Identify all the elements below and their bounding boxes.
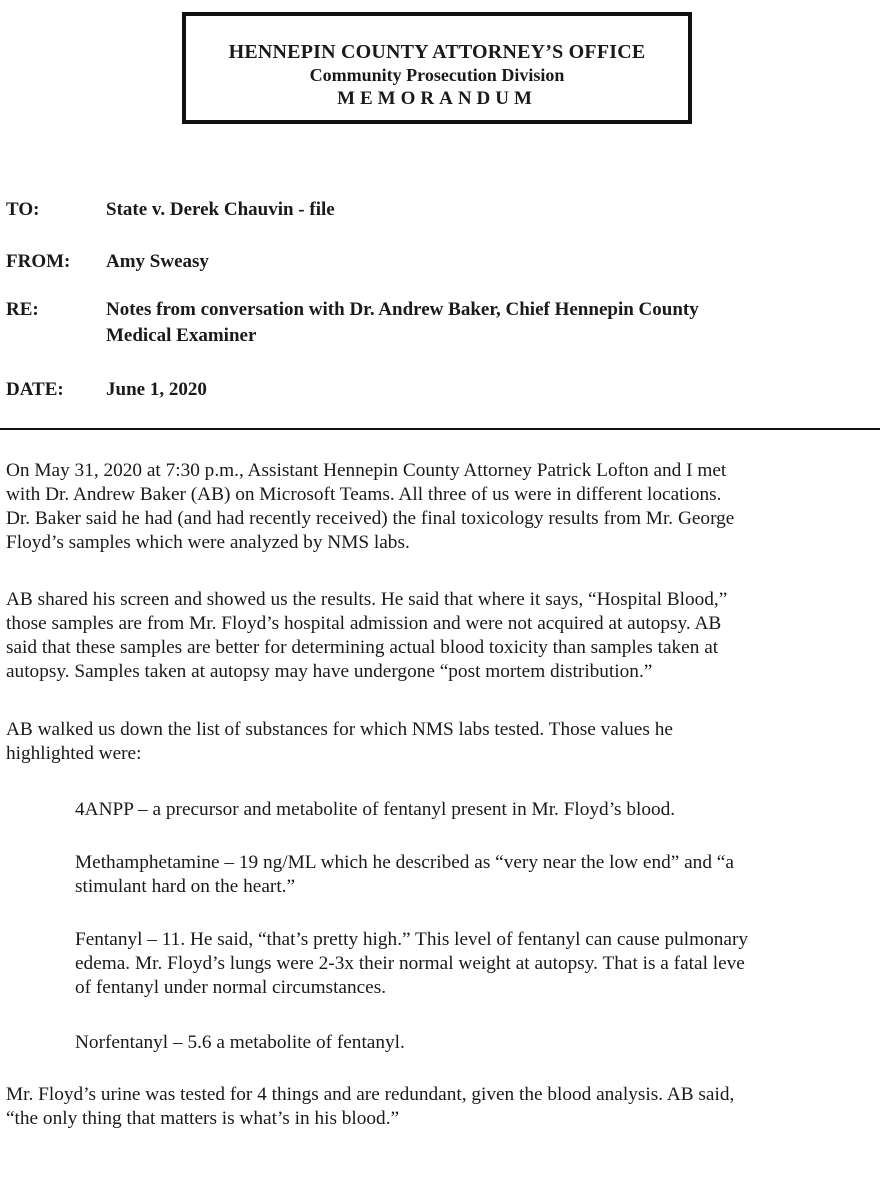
item-4anpp: 4ANPP – a precursor and metabolite of fentanyl present in Mr. Floyd’s blood. (75, 799, 676, 820)
date-label: DATE: (6, 379, 64, 400)
paragraph-intro: On May 31, 2020 at 7:30 p.m., Assistant Hennepin County Attorney Patrick Lofton and I met with Dr. Andrew Baker (AB) on Microsoft Teams. All three of us were in different locations. Dr. Baker said he had (and had recently received) the final toxicology results from Mr. George Floyd’s samples which were analyzed by NMS labs. (6, 460, 735, 553)
re-label: RE: (6, 299, 39, 320)
item-methamphetamine: Methamphetamine – 19 ng/ML which he described as “very near the low end” and “a stimulant hard on the heart.” (75, 852, 734, 897)
memo-header-box (182, 12, 692, 124)
item-fentanyl: Fentanyl – 11. He said, “that’s pretty high.” This level of fentanyl can cause pulmonary edema. Mr. Floyd’s lungs were 2-3x their normal weight at autopsy. That is a fatal leve of fentanyl under normal circumstances. (75, 929, 749, 998)
from-label: FROM: (6, 251, 71, 272)
office-title: HENNEPIN COUNTY ATTORNEY’S OFFICE (228, 41, 646, 63)
date-value: June 1, 2020 (106, 379, 207, 400)
paragraph-hospital-blood: AB shared his screen and showed us the results. He said that where it says, “Hospital Blood,” those samples are from Mr. Floyd’s hospital admission and were not acquired at autopsy. AB said that these samples are better for determining actual blood toxicity than samples taken at autopsy. Samples taken at autopsy may have undergone “post mortem distribution.” (6, 589, 728, 682)
division-title: Community Prosecution Division (309, 65, 565, 85)
to-label: TO: (6, 199, 40, 220)
from-value: Amy Sweasy (106, 251, 209, 272)
item-norfentanyl: Norfentanyl – 5.6 a metabolite of fentanyl. (75, 1032, 405, 1053)
re-value: Notes from conversation with Dr. Andrew Baker, Chief Hennepin County Medical Examiner (106, 299, 699, 346)
to-value: State v. Derek Chauvin - file (106, 199, 335, 220)
header-divider (0, 428, 880, 430)
paragraph-substances: AB walked us down the list of substances for which NMS labs tested. Those values he highlighted were: (6, 719, 673, 764)
memorandum-title: MEMORANDUM (337, 88, 537, 109)
paragraph-urine: Mr. Floyd’s urine was tested for 4 things and are redundant, given the blood analysis. AB said, “the only thing that matters is what’s in his blood.” (6, 1084, 735, 1129)
